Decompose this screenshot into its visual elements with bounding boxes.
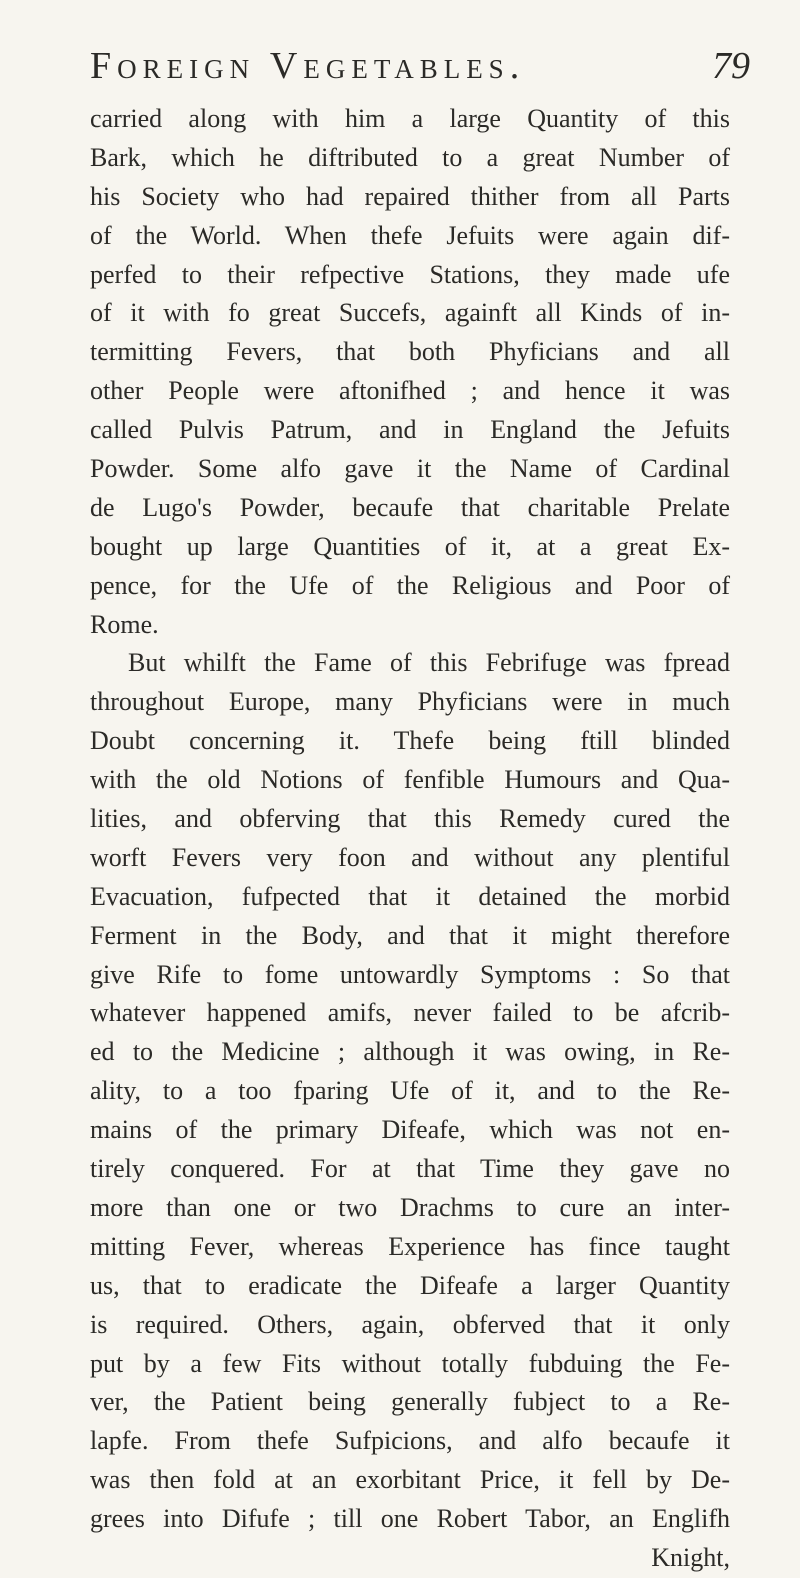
text-line: of the World. When thefe Jefuits were again dif- bbox=[90, 220, 730, 250]
text-line: with the old Notions of fenfible Humours and Qua- bbox=[90, 765, 730, 795]
text-line: worft Fevers very foon and without any plentiful bbox=[90, 842, 730, 872]
text-line: Bark, which he diftributed to a great Number of bbox=[90, 142, 730, 172]
text-line: Ferment in the Body, and that it might therefore bbox=[90, 920, 730, 950]
text-line: whatever happened amifs, never failed to be afcrib- bbox=[90, 998, 730, 1028]
text-line: put by a few Fits without totally fubduing the Fe- bbox=[90, 1348, 730, 1378]
text-line: ality, to a too fparing Ufe of it, and to the Re- bbox=[90, 1076, 730, 1106]
text-line: perfed to their refpective Stations, they made ufe bbox=[90, 259, 730, 289]
text-line: of it with fo great Succefs, againft all Kinds of in- bbox=[90, 298, 730, 328]
text-line: other People were aftonifhed ; and hence it was bbox=[90, 376, 730, 406]
catchword-line: Knight, bbox=[651, 1542, 730, 1572]
text-line: Powder. Some alfo gave it the Name of Cardinal bbox=[90, 454, 730, 484]
paragraph-start-line: But whilft the Fame of this Febrifuge was fpread bbox=[128, 648, 730, 678]
paragraph-end-line: Rome. bbox=[90, 609, 159, 639]
text-line: grees into Difufe ; till one Robert Tabor, an Englifh bbox=[90, 1504, 730, 1534]
text-line: more than one or two Drachms to cure an inter- bbox=[90, 1192, 730, 1222]
page-number: 79 bbox=[712, 45, 750, 87]
text-line: was then fold at an exorbitant Price, it fell by De- bbox=[90, 1465, 730, 1495]
body-text bbox=[90, 100, 730, 1578]
text-line: give Rife to fome untowardly Symptoms : So that bbox=[90, 959, 730, 989]
text-line: pence, for the Ufe of the Religious and Poor of bbox=[90, 570, 730, 600]
text-line: lities, and obferving that this Remedy cured the bbox=[90, 804, 730, 834]
text-line: mitting Fever, whereas Experience has fince taught bbox=[90, 1231, 730, 1261]
text-line: tirely conquered. For at that Time they gave no bbox=[90, 1154, 730, 1184]
text-line: Evacuation, fufpected that it detained the morbid bbox=[90, 881, 730, 911]
text-line: ed to the Medicine ; although it was owing, in Re- bbox=[90, 1037, 730, 1067]
running-title: Foreign Vegetables. bbox=[90, 45, 526, 87]
text-line: lapfe. From thefe Sufpicions, and alfo becaufe it bbox=[90, 1426, 730, 1456]
text-line: his Society who had repaired thither from all Parts bbox=[90, 181, 730, 211]
text-line: throughout Europe, many Phyficians were in much bbox=[90, 687, 730, 717]
text-line: bought up large Quantities of it, at a great Ex- bbox=[90, 531, 730, 561]
page-header bbox=[90, 44, 750, 96]
text-line: mains of the primary Difeafe, which was not en- bbox=[90, 1115, 730, 1145]
text-line: de Lugo's Powder, becaufe that charitable Prelate bbox=[90, 492, 730, 522]
text-line: carried along with him a large Quantity of this bbox=[90, 104, 730, 133]
text-line: ver, the Patient being generally fubject to a Re- bbox=[90, 1387, 730, 1417]
text-line: termitting Fevers, that both Phyficians and all bbox=[90, 337, 730, 367]
text-line: called Pulvis Patrum, and in England the Jefuits bbox=[90, 415, 730, 445]
text-line: us, that to eradicate the Difeafe a larger Quantity bbox=[90, 1270, 730, 1300]
text-line: is required. Others, again, obferved that it only bbox=[90, 1309, 730, 1339]
text-line: Doubt concerning it. Thefe being ftill blinded bbox=[90, 726, 730, 756]
